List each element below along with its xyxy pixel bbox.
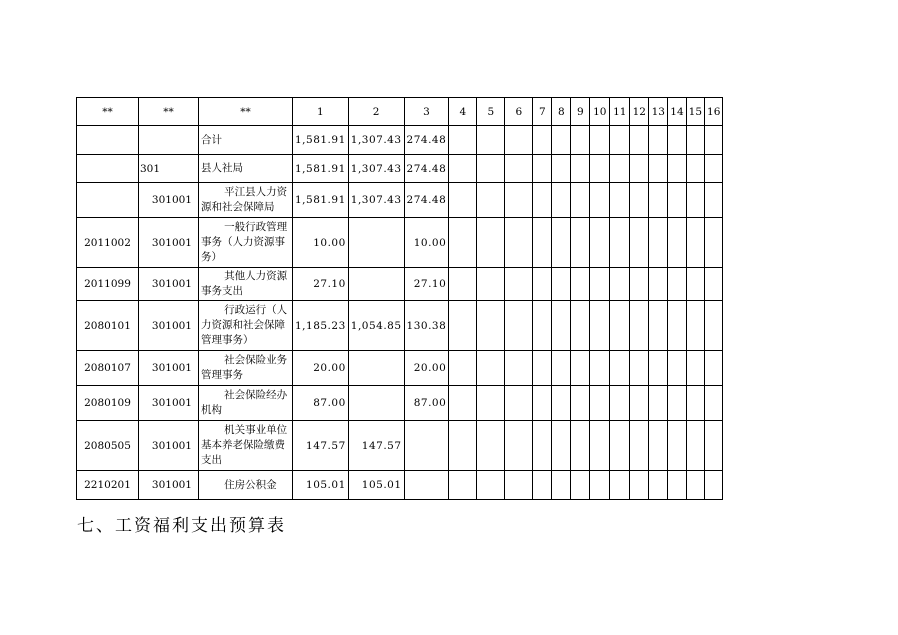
empty-cell (705, 471, 723, 500)
subject-name-cell: 住房公积金 (199, 471, 293, 500)
unit-code-cell: 301 (139, 155, 199, 183)
subject-code-cell: 2011099 (77, 268, 139, 301)
empty-cell (610, 351, 630, 386)
subject-name-cell: 社会保险经办机构 (199, 386, 293, 421)
subject-code-cell (77, 155, 139, 183)
empty-cell (477, 155, 505, 183)
empty-cell (686, 155, 704, 183)
empty-cell (449, 218, 477, 268)
empty-cell (630, 218, 649, 268)
subject-code-cell: 2080101 (77, 301, 139, 351)
value-cell: 274.48 (404, 183, 449, 218)
empty-cell (533, 126, 552, 155)
empty-cell (571, 386, 590, 421)
column-header: 16 (705, 98, 723, 126)
empty-cell (552, 351, 571, 386)
empty-cell (571, 218, 590, 268)
column-header: 7 (533, 98, 552, 126)
subject-name-cell: 合计 (199, 126, 293, 155)
unit-code-cell (139, 126, 199, 155)
empty-cell (571, 421, 590, 471)
value-cell: 10.00 (293, 218, 349, 268)
subject-name-cell: 其他人力资源事务支出 (199, 268, 293, 301)
subject-name-cell: 一般行政管理事务（人力资源事务） (199, 218, 293, 268)
subject-code-cell: 2080505 (77, 421, 139, 471)
empty-cell (668, 386, 686, 421)
empty-cell (630, 421, 649, 471)
column-header: 5 (477, 98, 505, 126)
empty-cell (571, 351, 590, 386)
unit-code-cell: 301001 (139, 301, 199, 351)
value-cell (404, 421, 449, 471)
empty-cell (686, 126, 704, 155)
subject-code-cell: 2011002 (77, 218, 139, 268)
subject-name-cell: 行政运行（人力资源和社会保障管理事务） (199, 301, 293, 351)
empty-cell (590, 126, 610, 155)
empty-cell (649, 421, 668, 471)
empty-cell (505, 351, 533, 386)
empty-cell (477, 471, 505, 500)
value-cell: 1,054.85 (348, 301, 404, 351)
empty-cell (686, 268, 704, 301)
value-cell: 87.00 (293, 386, 349, 421)
column-header: ** (77, 98, 139, 126)
table-row (77, 301, 723, 351)
subject-name-cell: 县人社局 (199, 155, 293, 183)
empty-cell (649, 351, 668, 386)
empty-cell (668, 126, 686, 155)
table-row (77, 268, 723, 301)
empty-cell (610, 471, 630, 500)
empty-cell (668, 183, 686, 218)
empty-cell (630, 301, 649, 351)
empty-cell (449, 386, 477, 421)
empty-cell (610, 155, 630, 183)
empty-cell (630, 386, 649, 421)
column-header: 8 (552, 98, 571, 126)
value-cell: 1,185.23 (293, 301, 349, 351)
empty-cell (705, 421, 723, 471)
column-header: 11 (610, 98, 630, 126)
column-header: 2 (348, 98, 404, 126)
column-header: 3 (404, 98, 449, 126)
column-header: 10 (590, 98, 610, 126)
empty-cell (705, 155, 723, 183)
column-header: 12 (630, 98, 649, 126)
empty-cell (533, 421, 552, 471)
empty-cell (590, 218, 610, 268)
empty-cell (505, 471, 533, 500)
empty-cell (610, 301, 630, 351)
value-cell: 105.01 (293, 471, 349, 500)
empty-cell (668, 351, 686, 386)
value-cell: 20.00 (293, 351, 349, 386)
empty-cell (505, 421, 533, 471)
empty-cell (610, 421, 630, 471)
value-cell (348, 351, 404, 386)
empty-cell (630, 155, 649, 183)
empty-cell (590, 155, 610, 183)
empty-cell (552, 155, 571, 183)
empty-cell (477, 351, 505, 386)
empty-cell (630, 183, 649, 218)
empty-cell (590, 471, 610, 500)
column-header: 1 (293, 98, 349, 126)
empty-cell (590, 301, 610, 351)
empty-cell (449, 268, 477, 301)
empty-cell (552, 268, 571, 301)
empty-cell (590, 183, 610, 218)
empty-cell (505, 268, 533, 301)
table-row (77, 351, 723, 386)
table-row (77, 471, 723, 500)
empty-cell (649, 301, 668, 351)
value-cell: 87.00 (404, 386, 449, 421)
empty-cell (533, 155, 552, 183)
empty-cell (705, 268, 723, 301)
empty-cell (610, 386, 630, 421)
value-cell (404, 471, 449, 500)
value-cell: 20.00 (404, 351, 449, 386)
subject-name-cell: 社会保险业务管理事务 (199, 351, 293, 386)
empty-cell (449, 421, 477, 471)
column-header: 6 (505, 98, 533, 126)
subject-code-cell (77, 126, 139, 155)
empty-cell (505, 126, 533, 155)
table-row (77, 218, 723, 268)
column-header: 14 (668, 98, 686, 126)
empty-cell (571, 183, 590, 218)
unit-code-cell: 301001 (139, 218, 199, 268)
empty-cell (449, 351, 477, 386)
empty-cell (610, 126, 630, 155)
subject-code-cell: 2210201 (77, 471, 139, 500)
empty-cell (533, 386, 552, 421)
empty-cell (630, 351, 649, 386)
empty-cell (590, 268, 610, 301)
empty-cell (505, 218, 533, 268)
empty-cell (649, 183, 668, 218)
empty-cell (571, 268, 590, 301)
empty-cell (686, 386, 704, 421)
column-header: ** (139, 98, 199, 126)
empty-cell (705, 301, 723, 351)
value-cell: 27.10 (404, 268, 449, 301)
unit-code-cell: 301001 (139, 386, 199, 421)
empty-cell (505, 183, 533, 218)
empty-cell (552, 386, 571, 421)
empty-cell (449, 155, 477, 183)
section-heading: 七、工资福利支出预算表 (77, 516, 286, 536)
empty-cell (649, 218, 668, 268)
empty-cell (686, 471, 704, 500)
value-cell: 147.57 (293, 421, 349, 471)
subject-code-cell: 2080107 (77, 351, 139, 386)
empty-cell (668, 155, 686, 183)
empty-cell (571, 301, 590, 351)
empty-cell (610, 218, 630, 268)
empty-cell (477, 268, 505, 301)
empty-cell (449, 126, 477, 155)
column-header: 4 (449, 98, 477, 126)
empty-cell (649, 126, 668, 155)
column-header: 13 (649, 98, 668, 126)
empty-cell (649, 386, 668, 421)
table-row (77, 126, 723, 155)
column-header: 15 (686, 98, 704, 126)
empty-cell (533, 351, 552, 386)
empty-cell (552, 471, 571, 500)
value-cell: 274.48 (404, 126, 449, 155)
budget-table (76, 97, 723, 500)
value-cell: 1,307.43 (348, 155, 404, 183)
empty-cell (533, 301, 552, 351)
empty-cell (449, 301, 477, 351)
empty-cell (552, 183, 571, 218)
empty-cell (571, 126, 590, 155)
empty-cell (668, 471, 686, 500)
unit-code-cell: 301001 (139, 351, 199, 386)
empty-cell (705, 218, 723, 268)
empty-cell (477, 183, 505, 218)
empty-cell (533, 471, 552, 500)
subject-code-cell (77, 183, 139, 218)
empty-cell (477, 386, 505, 421)
value-cell: 1,581.91 (293, 183, 349, 218)
unit-code-cell: 301001 (139, 183, 199, 218)
value-cell (348, 218, 404, 268)
empty-cell (533, 268, 552, 301)
table-header-row (77, 98, 723, 126)
table-row (77, 421, 723, 471)
empty-cell (668, 301, 686, 351)
subject-code-cell: 2080109 (77, 386, 139, 421)
empty-cell (649, 471, 668, 500)
column-header: ** (199, 98, 293, 126)
empty-cell (477, 126, 505, 155)
empty-cell (505, 386, 533, 421)
empty-cell (630, 126, 649, 155)
value-cell: 274.48 (404, 155, 449, 183)
empty-cell (590, 351, 610, 386)
unit-code-cell: 301001 (139, 421, 199, 471)
unit-code-cell: 301001 (139, 268, 199, 301)
empty-cell (552, 126, 571, 155)
empty-cell (571, 155, 590, 183)
empty-cell (686, 218, 704, 268)
empty-cell (630, 471, 649, 500)
value-cell: 27.10 (293, 268, 349, 301)
empty-cell (552, 421, 571, 471)
value-cell (348, 386, 404, 421)
empty-cell (705, 183, 723, 218)
empty-cell (668, 421, 686, 471)
table-row (77, 183, 723, 218)
value-cell: 1,581.91 (293, 126, 349, 155)
empty-cell (705, 386, 723, 421)
empty-cell (686, 421, 704, 471)
empty-cell (552, 218, 571, 268)
table-body (77, 126, 723, 500)
column-header: 9 (571, 98, 590, 126)
table-row (77, 155, 723, 183)
value-cell: 1,307.43 (348, 126, 404, 155)
empty-cell (705, 351, 723, 386)
empty-cell (686, 183, 704, 218)
value-cell (348, 268, 404, 301)
empty-cell (477, 218, 505, 268)
value-cell: 147.57 (348, 421, 404, 471)
empty-cell (610, 183, 630, 218)
value-cell: 10.00 (404, 218, 449, 268)
empty-cell (505, 301, 533, 351)
empty-cell (686, 351, 704, 386)
subject-name-cell: 机关事业单位基本养老保险缴费支出 (199, 421, 293, 471)
subject-name-cell: 平江县人力资源和社会保障局 (199, 183, 293, 218)
table-row (77, 386, 723, 421)
empty-cell (590, 386, 610, 421)
unit-code-cell: 301001 (139, 471, 199, 500)
empty-cell (649, 268, 668, 301)
value-cell: 105.01 (348, 471, 404, 500)
empty-cell (449, 471, 477, 500)
empty-cell (571, 471, 590, 500)
value-cell: 1,581.91 (293, 155, 349, 183)
empty-cell (477, 301, 505, 351)
empty-cell (668, 218, 686, 268)
empty-cell (477, 421, 505, 471)
empty-cell (533, 218, 552, 268)
empty-cell (686, 301, 704, 351)
empty-cell (630, 268, 649, 301)
empty-cell (590, 421, 610, 471)
empty-cell (505, 155, 533, 183)
empty-cell (705, 126, 723, 155)
empty-cell (449, 183, 477, 218)
empty-cell (668, 268, 686, 301)
value-cell: 1,307.43 (348, 183, 404, 218)
value-cell: 130.38 (404, 301, 449, 351)
empty-cell (552, 301, 571, 351)
empty-cell (533, 183, 552, 218)
empty-cell (610, 268, 630, 301)
empty-cell (649, 155, 668, 183)
